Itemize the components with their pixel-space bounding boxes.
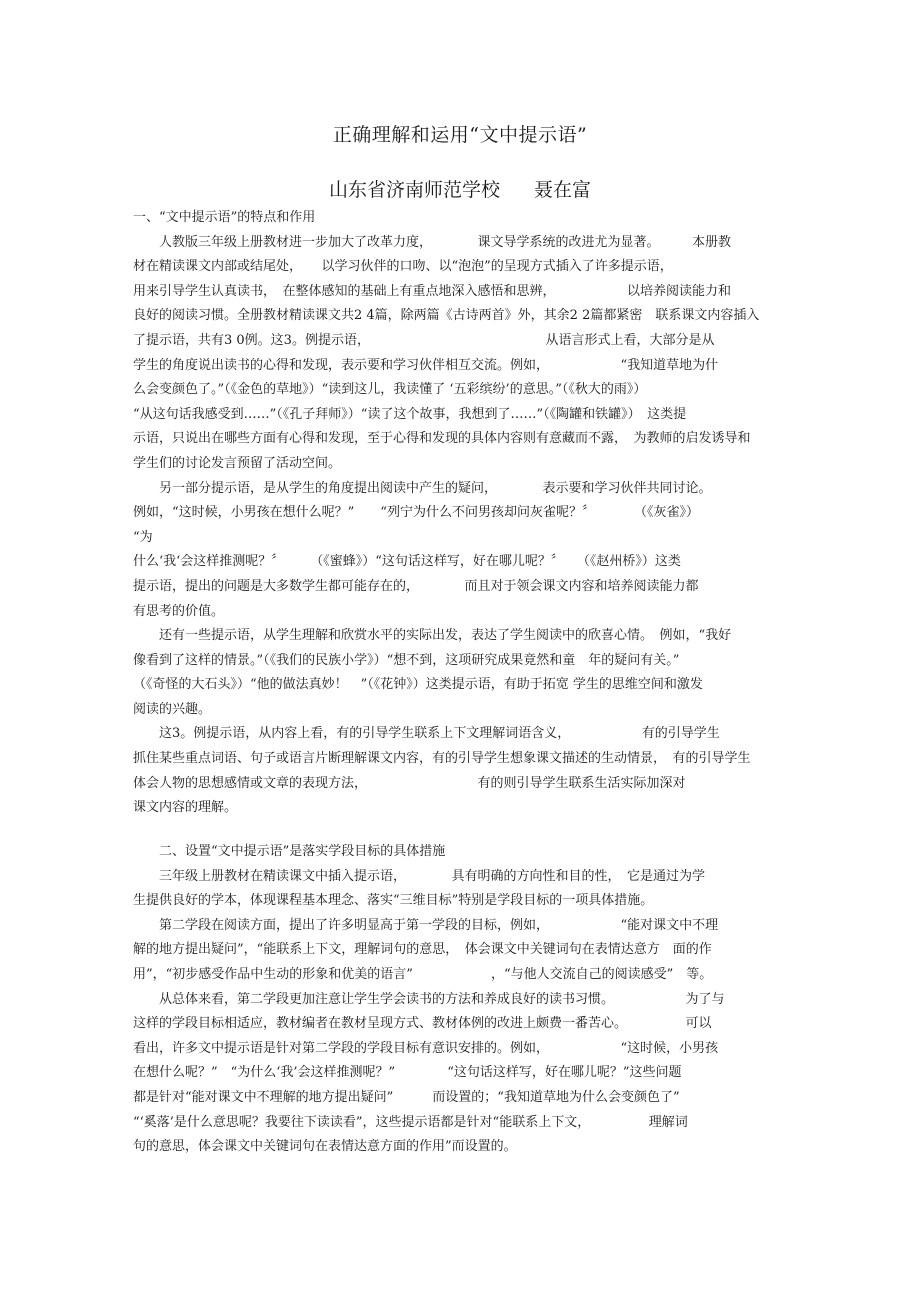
- text-line: 学生的角度说出读书的心得和发现，表示要和学习伙伴相互交流。例如， “我知道草地为什: [133, 357, 719, 373]
- section-heading: 二、设置“文中提示语”是落实学段目标的具体措施: [133, 844, 446, 859]
- text-line: 示语，只说出在哪些方面有心得和发现，至于心得和发现的具体内容则有意藏而不露， 为教师的启发诱导和: [133, 431, 751, 447]
- text-line: 有思考的价值。: [133, 603, 225, 619]
- text-line: 第二学段在阅读方面，提出了许多明显高于第一学段的目标，例如， “能对课文中不理: [133, 917, 719, 933]
- text-line: 课文内容的理解。: [133, 800, 238, 816]
- author-name: 聂在富: [534, 179, 592, 201]
- text-line: 例如，“这时候，小男孩在想什么呢？” “列宁为什么不问男孩却问灰雀呢？〞 （《灰雀》）: [133, 505, 699, 521]
- text-line: “从这句话我感受到……”（《孔子拜师》）“读了这个故事，我想到了……”（《陶罐和铁罐》） 这类提: [133, 406, 687, 422]
- text-line: 体会人物的思想感情或文章的表现方法， 有的则引导学生联系生活实际加深对: [133, 775, 686, 791]
- text-line: 这3。例提示语，从内容上看，有的引导学生联系上下文理解词语含义， 有的引导学生: [133, 726, 720, 742]
- text-line: 句的意思，体会课文中关键词句在表情达意方面的作用”而设置的。: [133, 1139, 517, 1155]
- text-line: 还有一些提示语，从学生理解和欣赏水平的实际出发，表达了学生阅读中的欣喜心情。 例如，“我好: [133, 628, 732, 644]
- text-line: 人教版三年级上册教材进一步加大了改革力度， 课文导学系统的改进尤为显著。 本册教: [133, 234, 732, 250]
- text-line: 解的地方提出疑问”，“能联系上下文，理解词句的意思， 体会课文中关键词句在表情达意方 面的作: [133, 942, 712, 958]
- text-line: 抓住某些重点词语、句子或语言片断理解课文内容，有的引导学生想象课文描述的生动情景， 有的引导学生: [133, 751, 751, 767]
- text-line: 材在精读课文内部或结尾处， 以学习伙伴的口吻、以“泡泡”的呈现方式插入了许多提示语，: [133, 259, 673, 275]
- text-line: 什么‘我‘会这样推测呢？〞 （《蜜蜂》）“这句话这样写，好在哪儿呢？〞 （《赵州桥》）这类: [133, 554, 681, 570]
- section-one: [133, 206, 759, 821]
- text-line: 提示语，提出的问题是大多数学生都可能存在的， 而且对于领会课文内容和培养阅读能力都: [133, 578, 699, 594]
- text-line: 用”，“初步感受作品中生动的形象和优美的语言” ，“与他人交流自己的阅读感受” 等。: [133, 966, 713, 982]
- author-line: [0, 175, 920, 202]
- text-line: 阅读的兴趣。: [133, 701, 212, 717]
- text-line: 生提供良好的学本，体现课程基本理念、落实“三维目标”特别是学段目标的一项具体措施。: [133, 893, 654, 909]
- text-line: 在想什么呢？” “为什么‘我’会这样推测呢？” “这句话这样写，好在哪儿呢？”这些问题: [133, 1065, 682, 1081]
- text-line: 从总体来看，第二学段更加注意让学生学会读书的方法和养成良好的读书习惯。 为了与: [133, 991, 725, 1007]
- text-line: 另一部分提示语，是从学生的角度提出阅读中产生的疑问， 表示要和学习伙伴共同讨论。: [133, 480, 712, 496]
- text-line: 这样的学段目标相适应，教材编者在教材呈现方式、教材体例的改进上颇费一番苦心。 可以: [133, 1016, 712, 1032]
- text-line: （《奇怪的大石头》）“他的做法真妙！ ”（《花钟》）这类提示语，有助于拓宽 学生的思维空间和激发: [133, 677, 703, 693]
- section-heading: 一、“文中提示语”的特点和作用: [133, 210, 316, 225]
- text-line: 看出，许多文中提示语是针对第二学段的学段目标有意识安排的。例如， “这时候，小男孩: [133, 1040, 719, 1056]
- text-line: “为: [133, 529, 153, 545]
- text-line: 良好的阅读习惯。全册教材精读课文共2 4篇，除两篇《古诗两首》外，其余2 2篇都紧密 联系课文内容插入: [133, 308, 760, 324]
- text-line: 都是针对“能对课文中不理解的地方提出疑问” 而设置的；“我知道草地为什么会变颜色了”: [133, 1089, 680, 1105]
- text-line: 么会变颜色了。”（《金色的草地》）“读到这儿，我读懂了 ‘五彩缤纷’的意思。”（《秋大的雨》）: [133, 382, 647, 398]
- school-name: 山东省济南师范学校: [328, 179, 500, 201]
- section-two: [133, 840, 725, 1160]
- text-line: 了提示语，共有3 0例。这3。例提示语， 从语言形式上看，大部分是从: [133, 332, 715, 348]
- text-line: “‘奚落’是什么意思呢？我要往下读读看”，这些提示语都是针对“能联系上下文， 理解词: [133, 1114, 688, 1130]
- page-title: 正确理解和运用“文中提示语”: [332, 124, 588, 146]
- text-line: 学生们的讨论发言预留了活动空间。: [133, 455, 342, 471]
- text-line: 像看到了这样的情景。”（《我们的民族小学》）“想不到，这项研究成果竟然和童 年的疑问有关。”: [133, 652, 680, 668]
- text-line: 用来引导学生认真读书， 在整体感知的基础上有重点地深入感悟和思辨， 以培养阅读能力和: [133, 283, 732, 299]
- text-line: 三年级上册教材在精读课文中插入提示语， 具有明确的方向性和目的性， 它是通过为学: [133, 868, 706, 884]
